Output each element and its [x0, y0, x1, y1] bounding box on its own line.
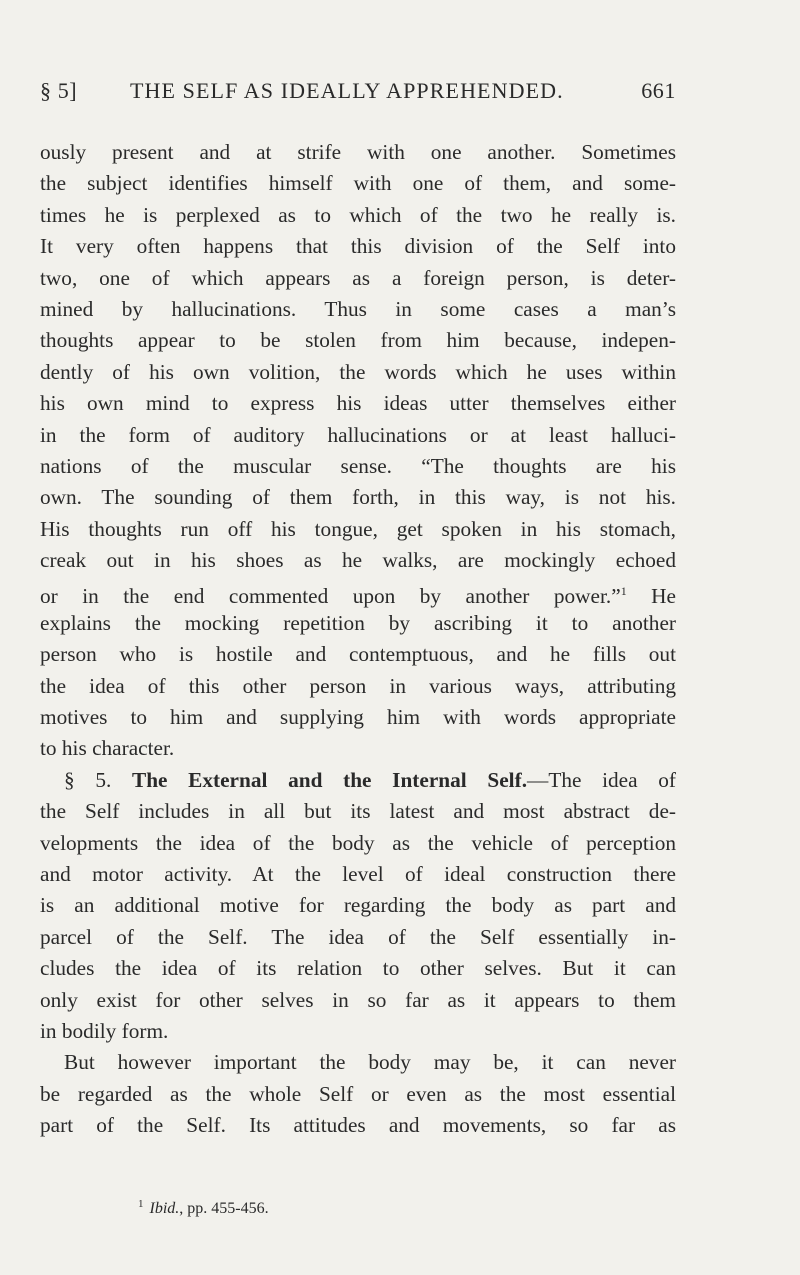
text-line: explains the mocking repetition by ascribing it to another [40, 610, 676, 635]
text-line: velopments the idea of the body as the vehicle of perception [40, 830, 676, 855]
text-line: only exist for other selves in so far as it appears to them [40, 987, 676, 1012]
text-line: is an additional motive for regarding the body as part and [40, 893, 676, 918]
text-line: ously present and at strife with one another. Sometimes [40, 140, 676, 164]
text-line: own. The sounding of them forth, in this way, is not his. [40, 485, 676, 510]
running-head [40, 76, 676, 106]
text-line: his own mind to express his ideas utter themselves either [40, 391, 676, 416]
book-page [40, 0, 675, 1275]
text-line: the subject identifies himself with one of them, and some- [40, 171, 676, 196]
text-line: part of the Self. Its attitudes and movements, so far as [40, 1113, 676, 1138]
text-line: nations of the muscular sense. “The thoughts are his [40, 453, 676, 478]
text-line: thoughts appear to be stolen from him because, indepen- [40, 328, 676, 353]
text-line: motives to him and supplying him with words appropriate [40, 705, 676, 730]
text-line: His thoughts run off his tongue, get spoken in his stomach, [40, 516, 676, 541]
footnote-marker: 1 [138, 1198, 144, 1210]
text-line: It very often happens that this division of the Self into [40, 234, 676, 259]
running-head-section: § 5] [40, 78, 78, 103]
running-head-title: THE SELF AS IDEALLY APPREHENDED. [130, 78, 564, 103]
text-line: parcel of the Self. The idea of the Self essentially in- [40, 924, 676, 949]
text-line: times he is perplexed as to which of the two he really is. [40, 202, 676, 227]
text-fragment: or in the end commented upon by another power.” [40, 584, 621, 609]
paragraph-last-line: to his character. [40, 736, 175, 761]
text-line: cludes the idea of its relation to other selves. But it can [40, 956, 676, 981]
text-line: mined by hallucinations. Thus in some cases a man’s [40, 296, 676, 321]
paragraph-last-line: in bodily form. [40, 1018, 169, 1043]
page-number: 661 [641, 78, 676, 103]
text-line: dently of his own volition, the words which he uses within [40, 359, 676, 384]
footnote-text: , pp. 455-456. [179, 1200, 269, 1217]
text-line: two, one of which appears as a foreign person, is deter- [40, 265, 676, 290]
text-line: But however important the body may be, it can never [64, 1050, 676, 1075]
text-fragment: He [626, 584, 676, 609]
section-heading-line [40, 765, 676, 796]
text-line: person who is hostile and contemptuous, and he fills out [40, 642, 676, 667]
text-line: the idea of this other person in various ways, attributing [40, 673, 676, 698]
section-number: § 5. [64, 767, 112, 792]
section-heading: The External and the Internal Self. [131, 767, 528, 792]
footnote-reference: 1 [620, 584, 627, 599]
footnote [138, 1193, 269, 1220]
footnote-ibid: Ibid. [149, 1200, 180, 1217]
body-text [40, 137, 676, 1142]
text-line: creak out in his shoes as he walks, are mockingly echoed [40, 548, 676, 573]
text-line: the Self includes in all but its latest and most abstract de- [40, 799, 676, 824]
text-line-with-footnote-ref [40, 576, 676, 607]
text-line: in the form of auditory hallucinations or at least halluci- [40, 422, 676, 447]
text-line: and motor activity. At the level of ideal construction there [40, 861, 676, 886]
text-fragment: —The idea of [527, 767, 676, 792]
text-line: be regarded as the whole Self or even as the most essential [40, 1081, 676, 1106]
